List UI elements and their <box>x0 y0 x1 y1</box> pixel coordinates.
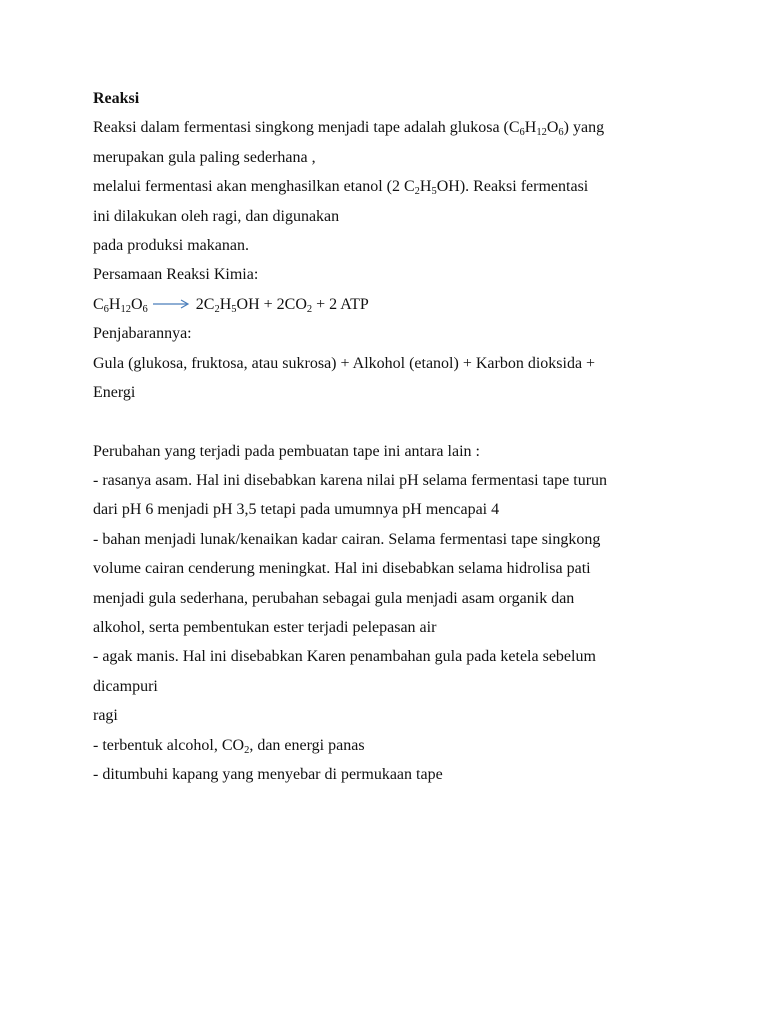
text-run: 2C <box>195 295 215 313</box>
subscript: 6 <box>103 303 109 315</box>
subscript: 6 <box>558 127 564 139</box>
text-run: O <box>546 119 559 137</box>
text-run: OH + 2CO <box>236 295 307 313</box>
subscript: 12 <box>120 303 131 315</box>
paragraph-line: dicampuri <box>93 677 158 695</box>
paragraph-line: Gula (glukosa, fruktosa, atau sukrosa) + Alkohol (etanol) + Karbon dioksida + <box>93 354 596 372</box>
reaction-arrow-icon <box>152 298 190 310</box>
text-run: H <box>219 295 232 313</box>
paragraph-line: Energi <box>93 383 136 401</box>
blank-line <box>93 407 733 436</box>
document-page <box>93 84 733 789</box>
subscript: 2 <box>244 744 250 756</box>
paragraph-line: menjadi gula sederhana, perubahan sebagai gula menjadi asam organik dan <box>93 589 575 607</box>
subscript: 6 <box>519 127 525 139</box>
text-run: + 2 ATP <box>312 295 369 313</box>
paragraph-line: - agak manis. Hal ini disebabkan Karen penambahan gula pada ketela sebelum <box>93 648 596 666</box>
breakdown-label: Penjabarannya: <box>93 325 192 343</box>
text-run: Reaksi dalam fermentasi singkong menjadi tape adalah glukosa (C <box>93 119 520 137</box>
paragraph-line: - ditumbuhi kapang yang menyebar di permukaan tape <box>93 765 443 783</box>
paragraph-line: - rasanya asam. Hal ini disebabkan karena nilai pH selama fermentasi tape turun <box>93 472 608 490</box>
subscript: 2 <box>414 186 420 198</box>
paragraph-line: volume cairan cenderung meningkat. Hal ini disebabkan selama hidrolisa pati <box>93 560 591 578</box>
subscript: 5 <box>231 303 237 315</box>
paragraph-line: ragi <box>93 707 118 725</box>
subscript: 2 <box>306 303 313 315</box>
paragraph-line: pada produksi makanan. <box>93 236 249 254</box>
text-run: H <box>419 178 432 196</box>
text-run: OH). Reaksi fermentasi <box>436 178 589 196</box>
paragraph-line <box>93 731 733 760</box>
paragraph-line: dari pH 6 menjadi pH 3,5 tetapi pada umumnya pH mencapai 4 <box>93 501 500 519</box>
paragraph-line: - bahan menjadi lunak/kenaikan kadar cairan. Selama fermentasi tape singkong <box>93 530 601 548</box>
paragraph-line: alkohol, serta pembentukan ester terjadi pelepasan air <box>93 619 437 637</box>
text-run: H <box>108 295 121 313</box>
paragraph-line: Perubahan yang terjadi pada pembuatan tape ini antara lain : <box>93 442 480 460</box>
text-run: C <box>93 295 104 313</box>
text-run: , dan energi panas <box>249 736 365 754</box>
paragraph-line: merupakan gula paling sederhana , <box>93 148 316 166</box>
text-run: H <box>524 119 537 137</box>
paragraph-line <box>93 172 733 201</box>
subscript: 5 <box>431 186 437 198</box>
text-run: ) yang <box>563 119 605 137</box>
subscript: 12 <box>536 127 547 139</box>
paragraph-line: ini dilakukan oleh ragi, dan digunakan <box>93 207 340 225</box>
section-title: Reaksi <box>93 90 140 107</box>
text-run: O <box>130 295 143 313</box>
chemical-equation <box>93 290 733 319</box>
subscript: 2 <box>214 303 220 315</box>
equation-label: Persamaan Reaksi Kimia: <box>93 266 259 284</box>
text-run: melalui fermentasi akan menghasilkan etanol (2 C <box>93 178 415 196</box>
subscript: 6 <box>142 303 148 315</box>
text-run: - terbentuk alcohol, CO <box>93 736 245 754</box>
paragraph-line <box>93 113 733 142</box>
